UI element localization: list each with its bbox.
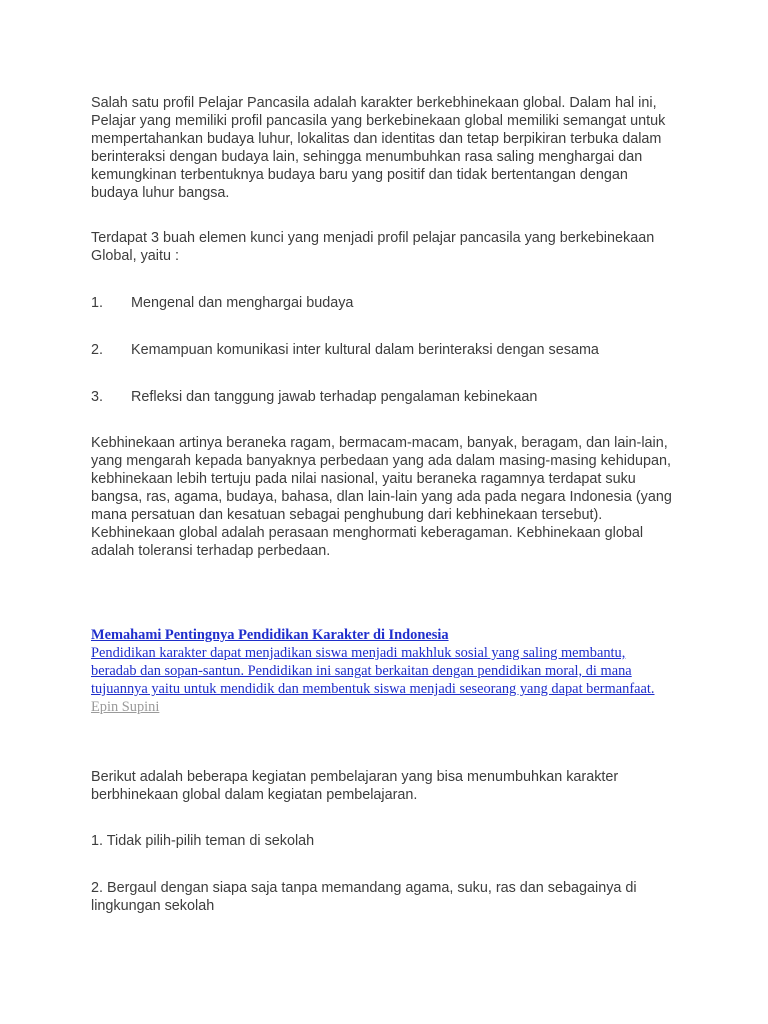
activity-item: 1. Tidak pilih-pilih teman di sekolah	[91, 833, 315, 849]
related-article-author-link[interactable]: Epin Supini	[91, 699, 160, 715]
activities-intro-paragraph: Berikut adalah beberapa kegiatan pembelajaran yang bisa menumbuhkan karakter berbhinekaan global dalam kegiatan pembelajaran.	[91, 769, 619, 803]
list-item-text: Kemampuan komunikasi inter kultural dalam berinteraksi dengan sesama	[131, 342, 599, 358]
list-item	[91, 388, 691, 406]
kebhinekaan-definition-paragraph: Kebhinekaan artinya beraneka ragam, bermacam-macam, banyak, beragam, dan lain-lain, yang mengarah kepada banyaknya perbedaan yang ada dalam masing-masing kehidupan, kebhinekaan lebih tertuju pada nilai nasional, yaitu beraneka ragamnya terdapat suku bangsa, ras, agama, budaya, bahasa, dlan lain-lain yang ada pada negara Indonesia (yang mana persatuan dan kesatuan sebagai penghubung dari kebhinekaan tersebut). Kebhinekaan global adalah perasaan menghormati keberagaman. Kebhinekaan global adalah toleransi terhadap perbedaan.	[91, 435, 672, 559]
list-item	[91, 294, 691, 312]
key-elements-intro: Terdapat 3 buah elemen kunci yang menjadi profil pelajar pancasila yang berkebinekaan Global, yaitu :	[91, 230, 655, 264]
activity-item: 2. Bergaul dengan siapa saja tanpa memandang agama, suku, ras dan sebagainya di lingkungan sekolah	[91, 880, 637, 914]
intro-paragraph: Salah satu profil Pelajar Pancasila adalah karakter berkebhinekaan global. Dalam hal ini, Pelajar yang memiliki profil pancasila yang berkebinekaan global memiliki semangat untuk mempertahankan budaya luhur, lokalitas dan identitas dan tetap berpikiran terbuka dalam berinteraksi dengan budaya lain, sehingga menumbuhkan rasa saling menghargai dan kemungkinan terbentuknya budaya baru yang positif dan tidak bertentangan dengan budaya luhur bangsa.	[91, 95, 666, 201]
list-item-number: 2.	[91, 342, 104, 358]
list-item-number: 1.	[91, 295, 104, 311]
related-article-title-link[interactable]: Memahami Pentingnya Pendidikan Karakter di Indonesia	[91, 627, 449, 643]
related-article-card[interactable]	[91, 626, 676, 716]
list-item	[91, 341, 691, 359]
list-item-text: Refleksi dan tanggung jawab terhadap pengalaman kebinekaan	[131, 389, 538, 405]
list-item-number: 3.	[91, 389, 104, 405]
related-article-excerpt-link[interactable]: Pendidikan karakter dapat menjadikan siswa menjadi makhluk sosial yang saling membantu, beradab dan sopan-santun. Pendidikan ini sangat berkaitan dengan pendidikan moral, di mana tujuannya yaitu untuk mendidik dan membentuk siswa menjadi seseorang yang dapat bermanfaat.	[91, 645, 655, 697]
list-item-text: Mengenal dan menghargai budaya	[131, 295, 354, 311]
